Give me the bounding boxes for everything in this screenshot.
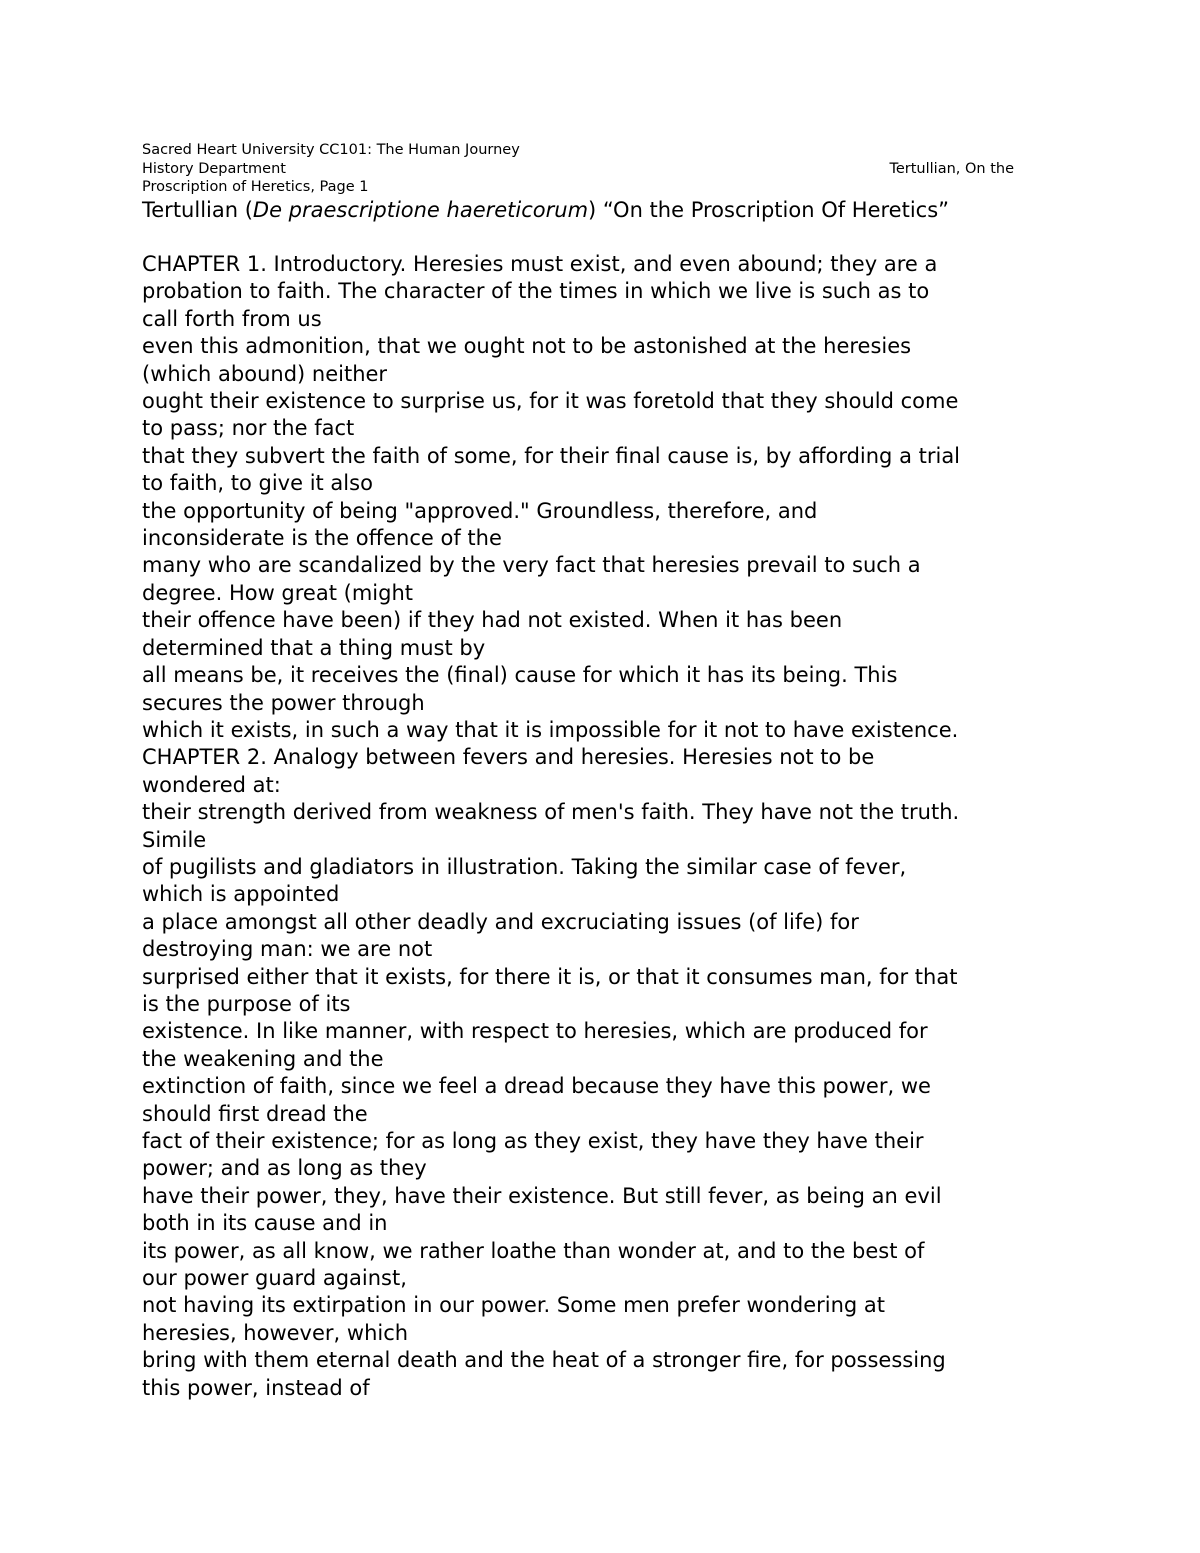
body-line: which it exists, in such a way that it is impossible for it not to have existence. bbox=[142, 717, 959, 742]
body-line: secures the power through bbox=[142, 690, 425, 715]
body-line: their offence have been) if they had not existed. When it has been bbox=[142, 608, 843, 633]
body-line: a place amongst all other deadly and excruciating issues (of life) for bbox=[142, 909, 859, 934]
body-line: its power, as all know, we rather loathe than wonder at, and to the best of bbox=[142, 1238, 925, 1263]
header-row-department bbox=[142, 160, 1014, 179]
body-line: not having its extirpation in our power. Some men prefer wondering at bbox=[142, 1293, 886, 1318]
body-line: to pass; nor the fact bbox=[142, 416, 355, 441]
body-line: fact of their existence; for as long as they exist, they have they have their bbox=[142, 1129, 924, 1153]
body-line: extinction of faith, since we feel a dread because they have this power, we bbox=[142, 1074, 931, 1099]
body-line: even this admonition, that we ought not to be astonished at the heresies bbox=[142, 334, 912, 359]
body-line: surprised either that it exists, for there it is, or that it consumes man, for that bbox=[142, 964, 958, 989]
body-line: call forth from us bbox=[142, 306, 322, 331]
body-line: inconsiderate is the offence of the bbox=[142, 526, 502, 551]
body-line: destroying man: we are not bbox=[142, 937, 433, 962]
body-line: that they subvert the faith of some, for their final cause is, by affording a trial bbox=[142, 443, 961, 468]
body-line: to faith, to give it also bbox=[142, 471, 373, 496]
body-line: existence. In like manner, with respect to heresies, which are produced for bbox=[142, 1019, 928, 1044]
body-line: bring with them eternal death and the heat of a stronger fire, for possessing bbox=[142, 1348, 946, 1373]
header-document-label: Tertullian, On the bbox=[889, 160, 1014, 177]
body-line: many who are scandalized by the very fact that heresies prevail to such a bbox=[142, 553, 921, 578]
body-line: should first dread the bbox=[142, 1101, 368, 1126]
document-title bbox=[142, 196, 1072, 224]
body-line: (which abound) neither bbox=[142, 361, 388, 386]
body-line: this power, instead of bbox=[142, 1375, 370, 1400]
body-line: of pugilists and gladiators in illustration. Taking the similar case of fever, bbox=[142, 854, 907, 879]
body-line: CHAPTER 2. Analogy between fevers and heresies. Heresies not to be bbox=[142, 745, 875, 770]
header-institution-course: Sacred Heart University CC101: The Human Journey bbox=[142, 142, 520, 158]
body-line: all means be, it receives the (final) cause for which it has its being. This bbox=[142, 663, 898, 688]
body-line: power; and as long as they bbox=[142, 1156, 427, 1181]
document-body bbox=[142, 251, 1067, 1402]
header-department: History Department bbox=[142, 160, 286, 177]
title-suffix: ) “On the Proscription Of Heretics” bbox=[588, 198, 950, 222]
body-line: CHAPTER 1. Introductory. Heresies must exist, and even abound; they are a bbox=[142, 252, 938, 276]
body-line: their strength derived from weakness of men's faith. They have not the truth. bbox=[142, 800, 960, 825]
title-prefix: Tertullian ( bbox=[142, 198, 253, 222]
body-line: is the purpose of its bbox=[142, 991, 351, 1016]
body-line: the weakening and the bbox=[142, 1046, 384, 1071]
title-latin-italic: De praescriptione haereticorum bbox=[252, 198, 589, 222]
body-line: have their power, they, have their existence. But still fever, as being an evil bbox=[142, 1183, 942, 1208]
page-header bbox=[142, 141, 1022, 197]
body-line: heresies, however, which bbox=[142, 1320, 409, 1345]
header-page-label: Proscription of Heretics, Page 1 bbox=[142, 179, 369, 195]
body-line: ought their existence to surprise us, for it was foretold that they should come bbox=[142, 389, 959, 414]
body-line: our power guard against, bbox=[142, 1266, 407, 1291]
body-line: determined that a thing must by bbox=[142, 635, 486, 660]
body-line: the opportunity of being "approved." Groundless, therefore, and bbox=[142, 498, 818, 523]
body-line: which is appointed bbox=[142, 882, 340, 907]
body-line: wondered at: bbox=[142, 772, 281, 797]
body-line: probation to faith. The character of the times in which we live is such as to bbox=[142, 279, 930, 304]
body-line: both in its cause and in bbox=[142, 1211, 388, 1236]
body-line: Simile bbox=[142, 827, 207, 852]
body-line: degree. How great (might bbox=[142, 580, 413, 605]
